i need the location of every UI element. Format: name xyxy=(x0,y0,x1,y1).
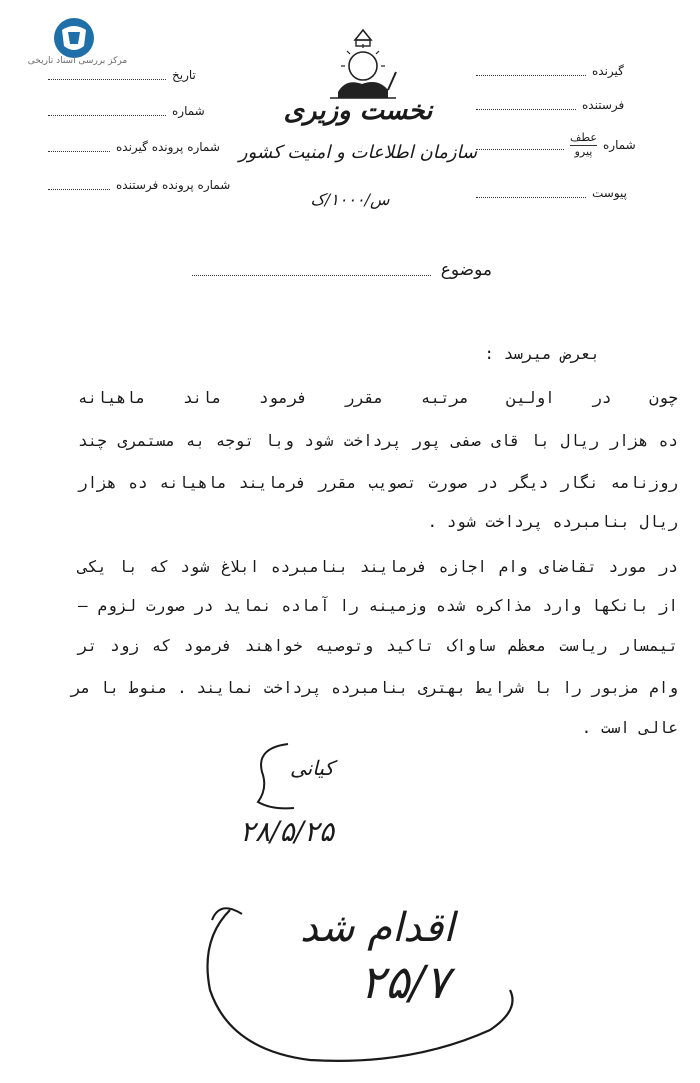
handwritten-note-word: اقدام شد xyxy=(300,905,455,951)
receiver-file-label: شماره پرونده گیرنده xyxy=(116,140,220,154)
handwritten-note-number: ۲۵/۷ xyxy=(360,955,450,1009)
body-line: از بانکها وارد مذاکره شده وزمینه را آماده نماید در صورت لزوم — xyxy=(78,596,678,615)
date-label: تاریخ xyxy=(172,68,196,82)
signature-number: ۲۸/۵/۲۵ xyxy=(240,815,335,848)
number-bottom-label: پیرو xyxy=(574,144,593,158)
number-label-right: شماره xyxy=(602,138,636,153)
receiver-label: گیرنده xyxy=(592,64,624,78)
handwritten-curve-icon xyxy=(190,880,530,1070)
body-line: چون در اولین مرتبه مقرر فرمود ماند ماهیانه xyxy=(78,388,678,407)
reference-number-field xyxy=(476,132,636,158)
attachment-field xyxy=(476,186,627,200)
receiver-file-field xyxy=(48,140,220,154)
sender-file-field xyxy=(48,178,230,192)
subject-field xyxy=(192,260,492,280)
number-top-label: عطف xyxy=(570,131,597,144)
body-line: ریال بنامبرده پرداخت شود . xyxy=(427,512,678,531)
body-line: تیمسار ریاست معظم ساواک تاکید وتوصیه خواهند فرمود که زود تر xyxy=(78,636,678,655)
number-label-left: شماره xyxy=(172,104,205,118)
body-line: ده هزار ریال با قای صفی پور پرداخت شود وبا توجه به مستمری چند xyxy=(78,431,678,450)
organization-reference: س/۱۰۰۰/ک xyxy=(310,190,390,209)
sender-file-label: شماره پرونده فرستنده xyxy=(116,178,231,192)
body-line: عالی است . xyxy=(581,718,678,737)
sender-field xyxy=(476,98,624,112)
body-line: در مورد تقاضای وام اجازه فرمایند بنامبرده ابلاغ شود که با یکی xyxy=(78,557,678,576)
signature-name: کیانی xyxy=(290,756,334,780)
organization-title: نخست وزیری xyxy=(283,96,433,126)
organization-subtitle: سازمان اطلاعات و امنیت کشور xyxy=(238,142,478,163)
greeting: بعرض میرسد : xyxy=(484,344,600,363)
body-line: وام مزبور را با شرایط بهتری بنامبرده پرداخت نمایند . منوط با مر xyxy=(71,678,678,697)
body-line: روزنامه نگار دیگر در صورت تصویب مقرر فرمایند ماهیانه ده هزار xyxy=(78,473,678,492)
attachment-label: پیوست xyxy=(592,186,627,200)
date-field xyxy=(48,68,196,82)
sender-label: فرستنده xyxy=(582,98,625,112)
receiver-field xyxy=(476,64,624,78)
subject-label: موضوع xyxy=(440,260,492,280)
lion-and-sun-emblem-icon xyxy=(318,28,408,102)
watermark-text: مرکز بررسی اسناد تاریخی xyxy=(27,56,128,66)
number-field-left xyxy=(48,104,205,118)
archive-logo-icon xyxy=(52,16,96,60)
